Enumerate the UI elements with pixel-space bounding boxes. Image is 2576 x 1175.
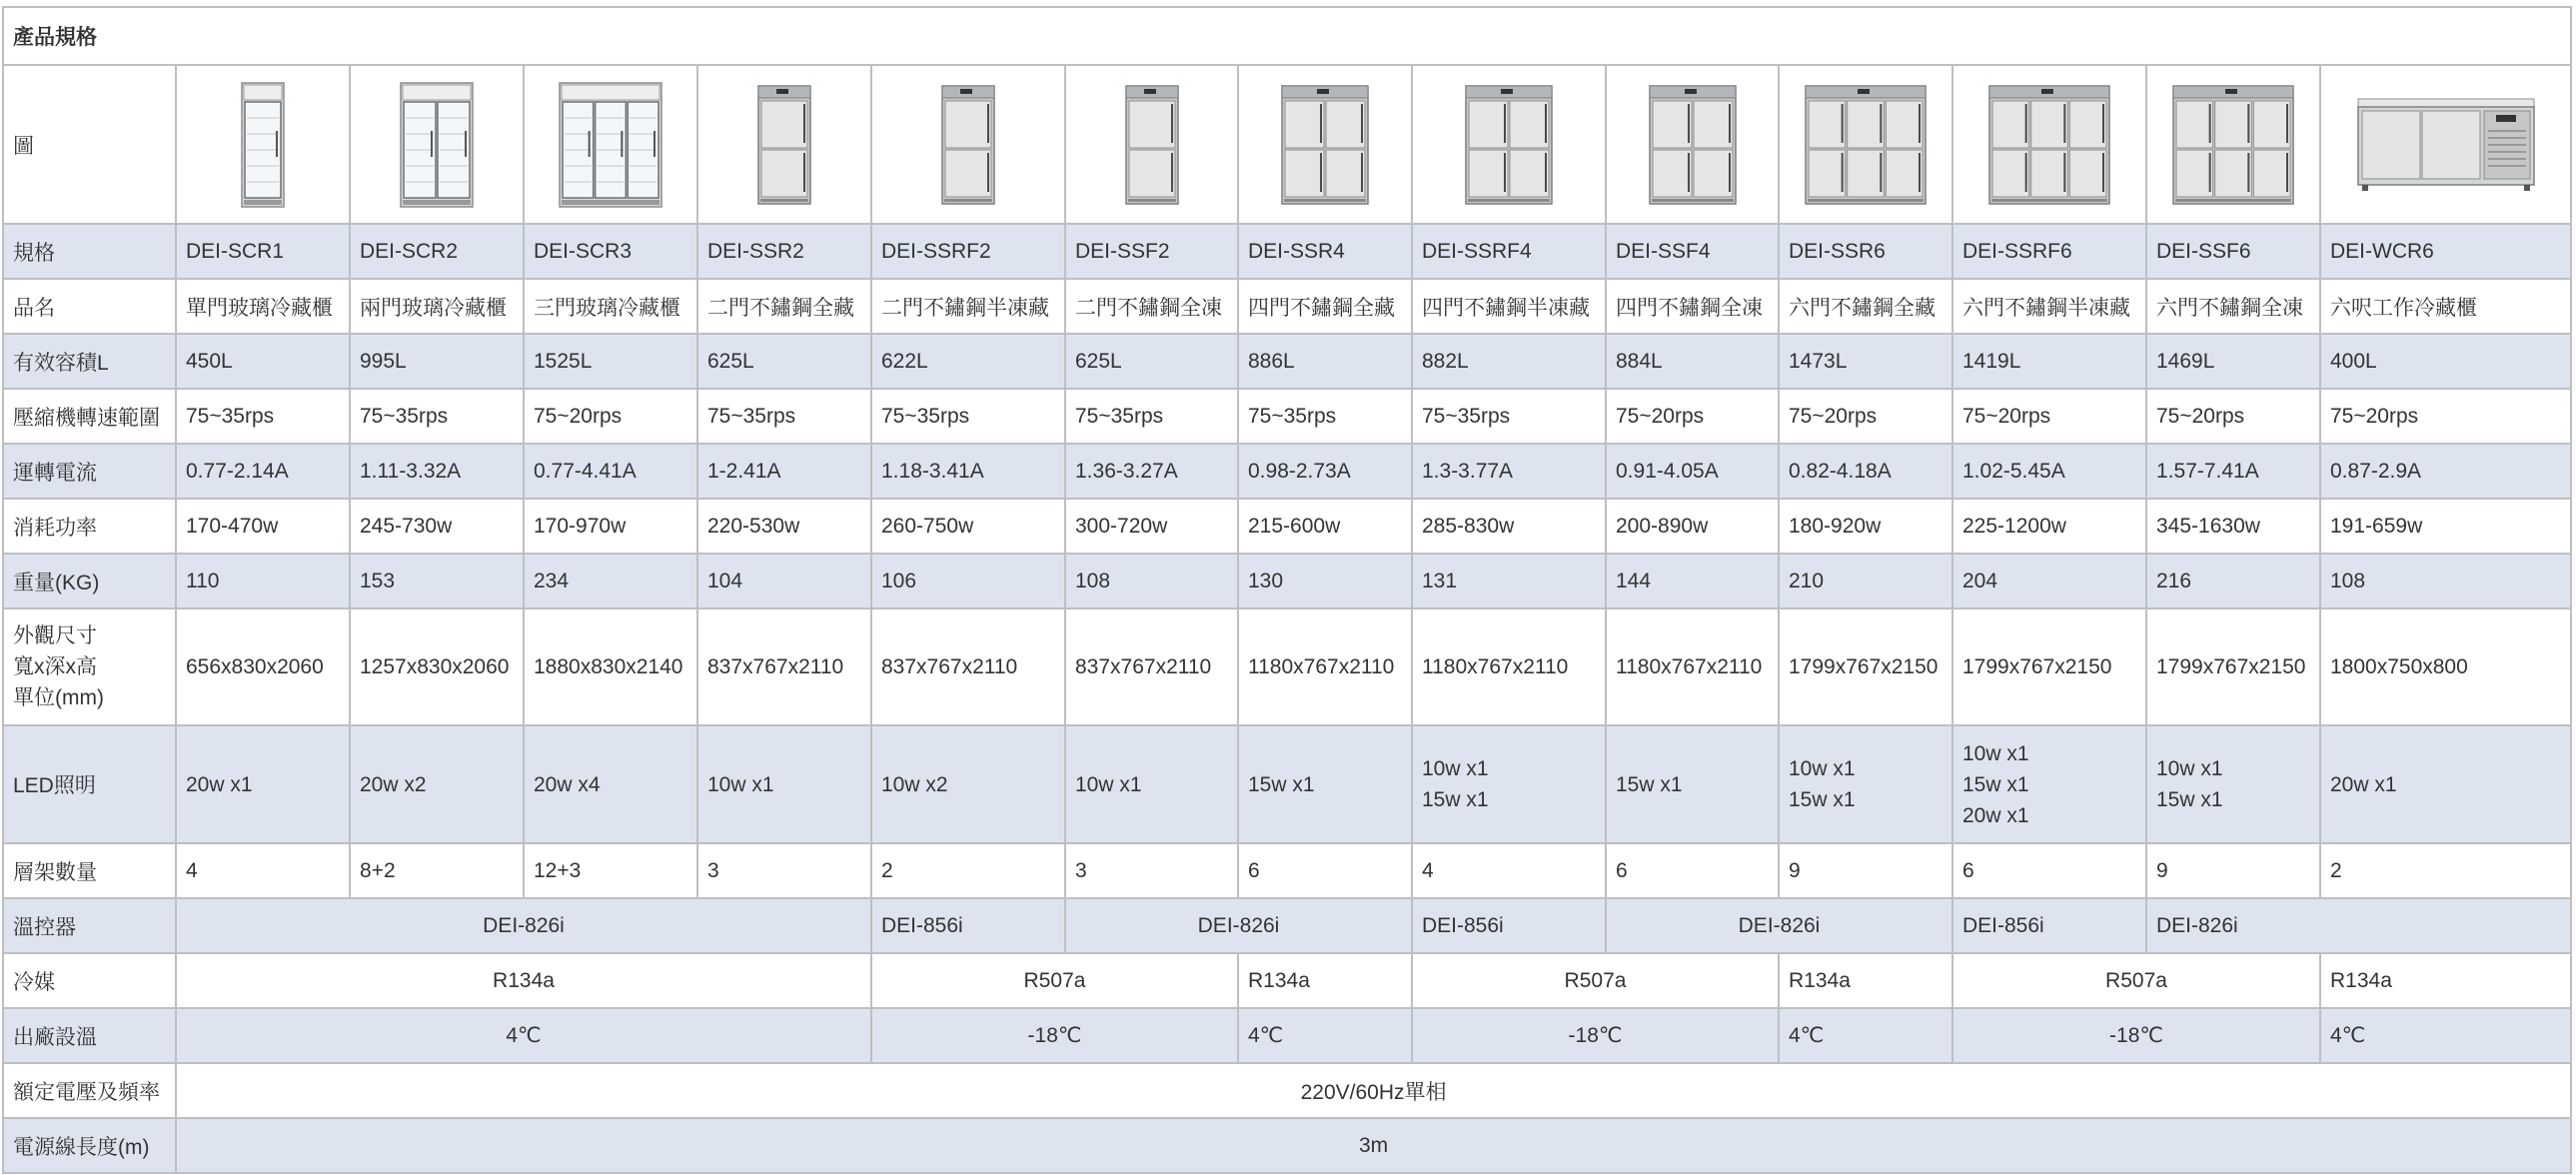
names-cell: 二門不鏽鋼半凍藏 <box>871 279 1065 334</box>
temp-cell: -18℃ <box>1412 1008 1779 1063</box>
current-cell: 0.98-2.73A <box>1238 444 1412 499</box>
row-label-model: 規格 <box>3 224 176 279</box>
current-cell: 1.02-5.45A <box>1952 444 2146 499</box>
compressor-cell: 75~20rps <box>524 389 697 444</box>
names-cell: 六呎工作冷藏櫃 <box>2320 279 2571 334</box>
names-cell: 二門不鏽鋼全凍 <box>1065 279 1238 334</box>
weight-cell: 130 <box>1238 554 1412 608</box>
current-cell: 0.77-4.41A <box>524 444 697 499</box>
six-door-steel-fridge-icon <box>1804 84 1928 206</box>
capacity-cell: 882L <box>1412 334 1606 389</box>
cord-row <box>3 1118 2571 1173</box>
controller-cell: DEI-826i <box>176 898 871 953</box>
refrigerant-row <box>3 953 2571 1008</box>
temp-cell: 4℃ <box>176 1008 871 1063</box>
power-cell: 180-920w <box>1779 499 1952 554</box>
power-cell: 200-890w <box>1606 499 1779 554</box>
led-cell <box>2146 725 2320 843</box>
weight-cell: 234 <box>524 554 697 608</box>
controller-cell: DEI-826i <box>1065 898 1412 953</box>
product-image-cell <box>176 65 350 224</box>
led-line: 15w x1 <box>1422 788 1489 811</box>
row-label-voltage: 額定電壓及頻率 <box>3 1063 176 1118</box>
controller-row <box>3 898 2571 953</box>
compressor-cell: 75~35rps <box>1412 389 1606 444</box>
models-cell: DEI-SSR2 <box>697 224 871 279</box>
capacity-cell: 995L <box>350 334 524 389</box>
weight-cell: 131 <box>1412 554 1606 608</box>
led-line: 15w x1 <box>2156 788 2223 811</box>
row-label-cord: 電源線長度(m) <box>3 1118 176 1173</box>
compressor-cell: 75~35rps <box>350 389 524 444</box>
led-cell <box>871 725 1065 843</box>
models-cell: DEI-SSR6 <box>1779 224 1952 279</box>
models-cell: DEI-SCR3 <box>524 224 697 279</box>
three-door-glass-fridge-icon <box>558 81 663 209</box>
led-cell <box>2320 725 2571 843</box>
models-cell: DEI-SSF2 <box>1065 224 1238 279</box>
compressor-cell: 75~20rps <box>1779 389 1952 444</box>
dims-cell: 1799x767x2150 <box>2146 608 2320 725</box>
temp-cell: 4℃ <box>1779 1008 1952 1063</box>
capacity-cell: 625L <box>697 334 871 389</box>
weight-cell: 216 <box>2146 554 2320 608</box>
led-cell <box>1952 725 2146 843</box>
current-cell: 1-2.41A <box>697 444 871 499</box>
dims-cell: 837x767x2110 <box>697 608 871 725</box>
compressor-cell: 75~20rps <box>1952 389 2146 444</box>
names-cell: 四門不鏽鋼半凍藏 <box>1412 279 1606 334</box>
product-image-cell <box>350 65 524 224</box>
capacity-cell: 1473L <box>1779 334 1952 389</box>
weight-row <box>3 554 2571 608</box>
dims-cell: 1180x767x2110 <box>1238 608 1412 725</box>
current-cell: 0.82-4.18A <box>1779 444 1952 499</box>
capacity-row <box>3 334 2571 389</box>
controller-cell: DEI-856i <box>1412 898 1606 953</box>
temp-cell: -18℃ <box>1952 1008 2320 1063</box>
shelves-cell: 3 <box>1065 843 1238 898</box>
names-cell: 六門不鏽鋼全凍 <box>2146 279 2320 334</box>
row-label-controller: 溫控器 <box>3 898 176 953</box>
dims-cell: 837x767x2110 <box>871 608 1065 725</box>
temp-cell: 4℃ <box>1238 1008 1412 1063</box>
led-cell <box>1065 725 1238 843</box>
led-cell <box>1779 725 1952 843</box>
current-cell: 1.57-7.41A <box>2146 444 2320 499</box>
dims-label-line: 寬x深x高 <box>13 655 97 678</box>
power-cell: 225-1200w <box>1952 499 2146 554</box>
power-cell: 170-470w <box>176 499 350 554</box>
dims-cell: 1800x750x800 <box>2320 608 2571 725</box>
row-label-capacity: 有效容積L <box>3 334 176 389</box>
current-cell: 1.18-3.41A <box>871 444 1065 499</box>
names-cell: 六門不鏽鋼半凍藏 <box>1952 279 2146 334</box>
shelves-cell: 4 <box>1412 843 1606 898</box>
led-line: 10w x1 <box>707 772 774 796</box>
power-cell: 245-730w <box>350 499 524 554</box>
product-image-cell <box>697 65 871 224</box>
temp-cell: 4℃ <box>2320 1008 2571 1063</box>
power-cell: 285-830w <box>1412 499 1606 554</box>
refrigerant-cell: R134a <box>1779 953 1952 1008</box>
two-door-steel-fridge-icon <box>756 84 812 206</box>
shelves-cell: 6 <box>1606 843 1779 898</box>
models-cell: DEI-SCR1 <box>176 224 350 279</box>
product-image-cell <box>2320 65 2571 224</box>
capacity-cell: 625L <box>1065 334 1238 389</box>
refrigerant-cell: R134a <box>1238 953 1412 1008</box>
capacity-cell: 400L <box>2320 334 2571 389</box>
product-image-cell <box>1779 65 1952 224</box>
names-cell: 六門不鏽鋼全藏 <box>1779 279 1952 334</box>
shelves-cell: 6 <box>1238 843 1412 898</box>
title-row <box>3 7 2571 65</box>
led-line: 20w x4 <box>534 772 601 796</box>
controller-cell: DEI-856i <box>1952 898 2146 953</box>
capacity-cell: 622L <box>871 334 1065 389</box>
refrigerant-cell: R507a <box>1952 953 2320 1008</box>
temp-cell: -18℃ <box>871 1008 1238 1063</box>
names-cell: 二門不鏽鋼全藏 <box>697 279 871 334</box>
power-cell: 260-750w <box>871 499 1065 554</box>
image-row <box>3 65 2571 224</box>
weight-cell: 106 <box>871 554 1065 608</box>
dimensions-row <box>3 608 2571 725</box>
row-label-image: 圖 <box>3 65 176 224</box>
power-cell: 345-1630w <box>2146 499 2320 554</box>
controller-cell: DEI-826i <box>2146 898 2571 953</box>
led-cell <box>524 725 697 843</box>
four-door-steel-fridge-icon <box>1464 84 1554 206</box>
model-row <box>3 224 2571 279</box>
shelves-cell: 2 <box>2320 843 2571 898</box>
shelves-cell: 9 <box>2146 843 2320 898</box>
row-label-current: 運轉電流 <box>3 444 176 499</box>
compressor-cell: 75~35rps <box>871 389 1065 444</box>
row-label-refrigerant: 冷媒 <box>3 953 176 1008</box>
models-cell: DEI-SCR2 <box>350 224 524 279</box>
dims-cell: 1257x830x2060 <box>350 608 524 725</box>
shelves-cell: 9 <box>1779 843 1952 898</box>
led-cell <box>1238 725 1412 843</box>
capacity-cell: 450L <box>176 334 350 389</box>
led-line: 20w x1 <box>2330 772 2397 796</box>
dims-label-line: 單位(mm) <box>13 686 104 709</box>
models-cell: DEI-SSF6 <box>2146 224 2320 279</box>
led-line: 10w x1 <box>1962 741 2029 765</box>
current-cell: 0.87-2.9A <box>2320 444 2571 499</box>
spec-table <box>2 6 2572 1174</box>
shelves-cell: 8+2 <box>350 843 524 898</box>
single-door-glass-fridge-icon <box>240 81 286 209</box>
dims-cell: 1180x767x2110 <box>1606 608 1779 725</box>
name-row <box>3 279 2571 334</box>
voltage-row <box>3 1063 2571 1118</box>
product-image-cell <box>1606 65 1779 224</box>
current-cell: 1.3-3.77A <box>1412 444 1606 499</box>
names-cell: 兩門玻璃冷藏櫃 <box>350 279 524 334</box>
six-door-steel-fridge-icon <box>1987 84 2111 206</box>
dims-cell: 1180x767x2110 <box>1412 608 1606 725</box>
cord-value: 3m <box>176 1118 2571 1173</box>
led-line: 20w x1 <box>1962 803 2029 827</box>
refrigerant-cell: R134a <box>2320 953 2571 1008</box>
weight-cell: 210 <box>1779 554 1952 608</box>
power-cell: 300-720w <box>1065 499 1238 554</box>
spec-table-container <box>2 6 2571 1174</box>
row-label-weight: 重量(KG) <box>3 554 176 608</box>
weight-cell: 108 <box>2320 554 2571 608</box>
row-label-temperature: 出廠設溫 <box>3 1008 176 1063</box>
names-cell: 單門玻璃冷藏櫃 <box>176 279 350 334</box>
row-label-dimensions <box>3 608 176 725</box>
two-door-glass-fridge-icon <box>399 81 475 209</box>
row-label-shelves: 層架數量 <box>3 843 176 898</box>
names-cell: 四門不鏽鋼全凍 <box>1606 279 1779 334</box>
row-label-compressor: 壓縮機轉速範圍 <box>3 389 176 444</box>
compressor-cell: 75~20rps <box>2320 389 2571 444</box>
power-cell: 191-659w <box>2320 499 2571 554</box>
led-line: 15w x1 <box>1789 788 1856 811</box>
product-image-cell <box>524 65 697 224</box>
controller-cell: DEI-856i <box>871 898 1065 953</box>
names-cell: 三門玻璃冷藏櫃 <box>524 279 697 334</box>
names-cell: 四門不鏽鋼全藏 <box>1238 279 1412 334</box>
weight-cell: 108 <box>1065 554 1238 608</box>
compressor-cell: 75~35rps <box>1238 389 1412 444</box>
compressor-cell: 75~20rps <box>2146 389 2320 444</box>
product-image-cell <box>1238 65 1412 224</box>
dims-cell: 1799x767x2150 <box>1952 608 2146 725</box>
product-image-cell <box>871 65 1065 224</box>
four-door-steel-fridge-icon <box>1280 84 1370 206</box>
weight-cell: 144 <box>1606 554 1779 608</box>
row-label-name: 品名 <box>3 279 176 334</box>
led-line: 20w x1 <box>186 772 253 796</box>
two-door-steel-fridge-icon <box>940 84 996 206</box>
dims-label-line: 外觀尺寸 <box>13 624 97 647</box>
capacity-cell: 1419L <box>1952 334 2146 389</box>
current-cell: 0.91-4.05A <box>1606 444 1779 499</box>
shelves-cell: 4 <box>176 843 350 898</box>
led-cell <box>1606 725 1779 843</box>
led-line: 10w x1 <box>1075 772 1142 796</box>
models-cell: DEI-SSR4 <box>1238 224 1412 279</box>
power-cell: 170-970w <box>524 499 697 554</box>
led-line: 10w x1 <box>1422 757 1489 780</box>
shelves-cell: 6 <box>1952 843 2146 898</box>
dims-cell: 656x830x2060 <box>176 608 350 725</box>
models-cell: DEI-WCR6 <box>2320 224 2571 279</box>
shelves-row <box>3 843 2571 898</box>
two-door-steel-freezer-icon <box>1124 84 1180 206</box>
refrigerant-cell: R507a <box>871 953 1238 1008</box>
models-cell: DEI-SSRF4 <box>1412 224 1606 279</box>
current-cell: 1.36-3.27A <box>1065 444 1238 499</box>
led-line: 15w x1 <box>1616 772 1683 796</box>
capacity-cell: 1469L <box>2146 334 2320 389</box>
row-label-power: 消耗功率 <box>3 499 176 554</box>
power-cell: 215-600w <box>1238 499 1412 554</box>
led-row <box>3 725 2571 843</box>
dims-cell: 837x767x2110 <box>1065 608 1238 725</box>
models-cell: DEI-SSF4 <box>1606 224 1779 279</box>
product-image-cell <box>1412 65 1606 224</box>
six-door-steel-freezer-icon <box>2171 84 2295 206</box>
voltage-value: 220V/60Hz單相 <box>176 1063 2571 1118</box>
compressor-cell: 75~35rps <box>697 389 871 444</box>
weight-cell: 153 <box>350 554 524 608</box>
compressor-cell: 75~35rps <box>1065 389 1238 444</box>
power-row <box>3 499 2571 554</box>
models-cell: DEI-SSRF2 <box>871 224 1065 279</box>
led-line: 15w x1 <box>1962 772 2029 796</box>
led-line: 10w x2 <box>881 772 948 796</box>
capacity-cell: 884L <box>1606 334 1779 389</box>
row-label-led: LED照明 <box>3 725 176 843</box>
led-line: 10w x1 <box>2156 757 2223 780</box>
refrigerant-cell: R134a <box>176 953 871 1008</box>
temperature-row <box>3 1008 2571 1063</box>
four-door-steel-freezer-icon <box>1648 84 1738 206</box>
led-line: 20w x2 <box>360 772 427 796</box>
current-cell: 1.11-3.32A <box>350 444 524 499</box>
weight-cell: 110 <box>176 554 350 608</box>
weight-cell: 104 <box>697 554 871 608</box>
shelves-cell: 2 <box>871 843 1065 898</box>
led-line: 15w x1 <box>1248 772 1315 796</box>
shelves-cell: 12+3 <box>524 843 697 898</box>
dims-cell: 1799x767x2150 <box>1779 608 1952 725</box>
models-cell: DEI-SSRF6 <box>1952 224 2146 279</box>
led-cell <box>176 725 350 843</box>
controller-cell: DEI-826i <box>1606 898 1952 953</box>
weight-cell: 204 <box>1952 554 2146 608</box>
compressor-row <box>3 389 2571 444</box>
product-image-cell <box>1952 65 2146 224</box>
power-cell: 220-530w <box>697 499 871 554</box>
product-image-cell <box>2146 65 2320 224</box>
shelves-cell: 3 <box>697 843 871 898</box>
compressor-cell: 75~35rps <box>176 389 350 444</box>
current-row <box>3 444 2571 499</box>
current-cell: 0.77-2.14A <box>176 444 350 499</box>
led-line: 10w x1 <box>1789 757 1856 780</box>
refrigerant-cell: R507a <box>1412 953 1779 1008</box>
led-cell <box>1412 725 1606 843</box>
product-image-cell <box>1065 65 1238 224</box>
capacity-cell: 886L <box>1238 334 1412 389</box>
dims-cell: 1880x830x2140 <box>524 608 697 725</box>
compressor-cell: 75~20rps <box>1606 389 1779 444</box>
capacity-cell: 1525L <box>524 334 697 389</box>
led-cell <box>350 725 524 843</box>
table-title: 產品規格 <box>3 7 2571 65</box>
led-cell <box>697 725 871 843</box>
under-counter-fridge-icon <box>2356 97 2536 193</box>
